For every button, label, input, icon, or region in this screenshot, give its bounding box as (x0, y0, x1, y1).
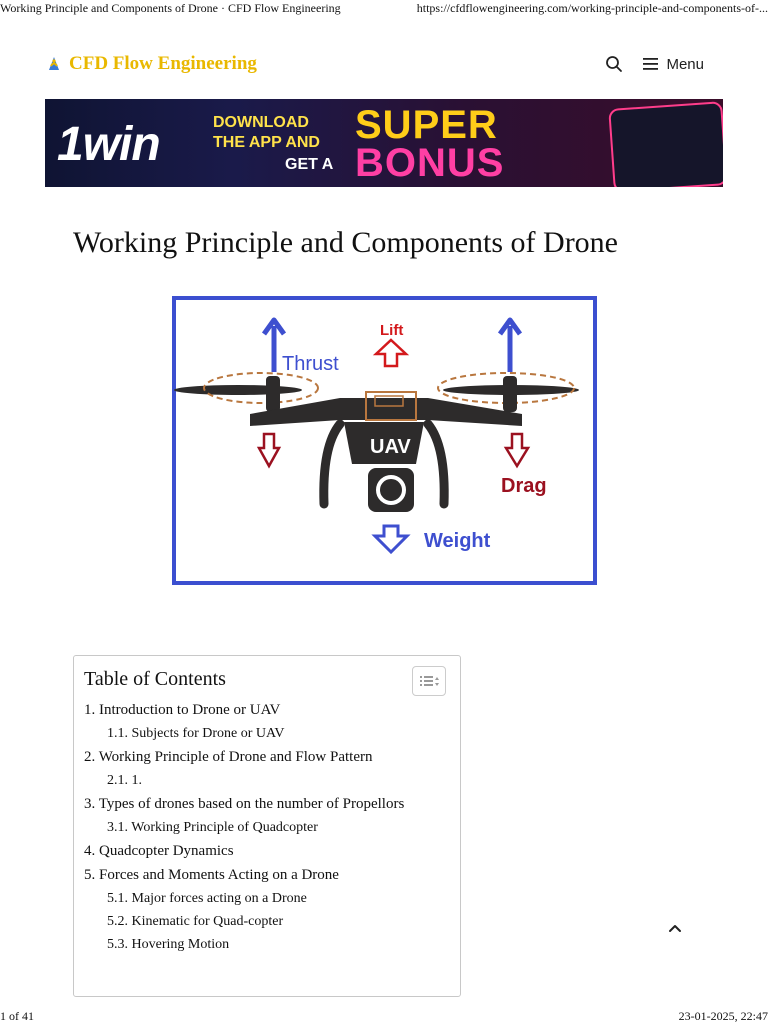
ad-text-line: DOWNLOAD (213, 114, 309, 131)
print-header (0, 0, 768, 16)
print-datetime: 23-01-2025, 22:47 (678, 1009, 768, 1023)
list-toggle-icon (413, 667, 445, 695)
print-footer (0, 1008, 768, 1024)
site-brand-link[interactable] (45, 53, 257, 75)
toc-item[interactable]: 5.3. Hovering Motion (107, 937, 230, 952)
label-uav: UAV (370, 436, 411, 458)
print-page-title: Working Principle and Components of Drone · CFD Flow Engineering (0, 1, 341, 15)
toc-title: Table of Contents (84, 668, 226, 690)
ad-phone-image (608, 101, 723, 187)
toc-item[interactable]: 1.1. Subjects for Drone or UAV (107, 726, 285, 741)
ad-text-line: THE APP AND (213, 134, 320, 151)
menu-button[interactable] (643, 56, 704, 73)
toc-item[interactable]: 5.2. Kinematic for Quad-copter (107, 914, 284, 929)
drone-camera (368, 468, 414, 512)
toc-item[interactable]: 3. Types of drones based on the number of Propellors (84, 796, 405, 812)
toc-item[interactable]: 4. Quadcopter Dynamics (84, 843, 234, 859)
print-page-number: 1 of 41 (0, 1009, 34, 1023)
label-weight: Weight (424, 530, 491, 552)
table-of-contents (73, 655, 461, 997)
print-url: https://cfdflowengineering.com/working-principle-and-components-of-... (416, 1, 768, 15)
left-motor (266, 376, 280, 412)
toc-item[interactable]: 5.1. Major forces acting on a Drone (107, 891, 307, 906)
page-title: Working Principle and Components of Drone (73, 226, 618, 259)
site-logo-icon (45, 55, 63, 73)
toc-item[interactable]: 3.1. Working Principle of Quadcopter (107, 820, 318, 835)
label-thrust: Thrust (282, 353, 339, 375)
hamburger-icon (643, 58, 658, 70)
label-drag: Drag (501, 475, 547, 497)
ad-headline: BONUS (355, 141, 505, 185)
toc-toggle-button[interactable] (412, 666, 446, 696)
label-lift: Lift (380, 322, 404, 339)
advertisement-banner[interactable] (45, 99, 723, 187)
toc-item[interactable]: 2.1. 1. (107, 773, 142, 788)
toc-list (84, 698, 404, 956)
site-brand-name: CFD Flow Engineering (69, 53, 257, 74)
ad-headline: SUPER (355, 103, 498, 147)
drone-forces-diagram (172, 296, 597, 585)
header-actions (605, 55, 704, 73)
toc-item[interactable]: 5. Forces and Moments Acting on a Drone (84, 867, 339, 883)
ad-brand-logo: 1win (57, 118, 160, 171)
left-propeller (174, 385, 302, 395)
back-to-top-icon[interactable] (667, 920, 683, 936)
menu-label: Menu (666, 55, 704, 73)
search-icon[interactable] (605, 55, 623, 73)
ad-text-line: GET A (285, 156, 334, 173)
site-header (45, 44, 723, 84)
toc-item[interactable]: 1. Introduction to Drone or UAV (84, 702, 281, 718)
toc-item[interactable]: 2. Working Principle of Drone and Flow Pattern (84, 749, 373, 765)
right-motor (503, 376, 517, 412)
